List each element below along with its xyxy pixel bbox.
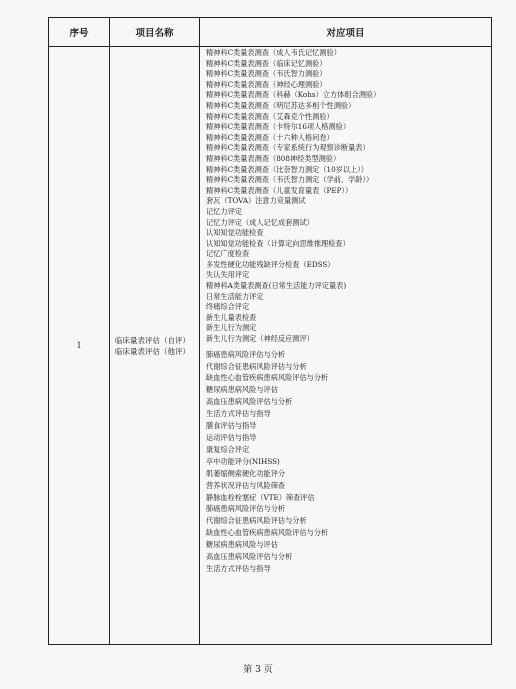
item-entry: 新生儿量表检查 [206,312,257,322]
item-entry: 生活方式评估与指导 [206,409,271,419]
item-entry: 代谢综合征患病风险评估与分析 [206,361,307,371]
item-entry: 精神科C类量表测查（卡特尔16项人格测验） [206,122,351,132]
item-entry: 精神科C类量表测查（比奈智力测定（10岁以上）） [206,164,368,174]
item-entry: 缺血性心血管疾病患病风险评估与分析 [206,373,329,383]
item-entry: 肌萎缩侧索硬化功能评分 [206,468,286,478]
item-entry: 日常生活能力评定 [206,291,264,301]
header-seq: 序号 [49,18,110,47]
page-number: 第 3 页 [243,665,273,675]
item-entry: 肺癌患病风险评估与分析 [206,349,286,359]
item-entry: 静脉血栓栓塞症（VTE）筛查评估 [206,492,315,502]
item-entry: 认知知觉功能检查 [206,228,264,238]
table-header-row [49,18,492,47]
item-entry: 糖尿病患病风险与评估 [206,385,278,395]
item-entry: 记忆力评定（成人记忆成套测试） [206,217,314,227]
item-entry: 糖尿病患病风险与评估 [206,540,278,550]
row-corresponding-items [200,47,492,645]
items-group-1 [206,48,491,345]
item-entry: 精神科C类量表测查（十六种人格问卷） [206,132,334,142]
item-entry: 代谢综合征患病风险评估与分析 [206,516,307,526]
header-project-name: 项目名称 [110,18,200,47]
table-row [49,47,492,645]
item-entry: 精神科C类量表测查（明尼苏达多相个性测验） [206,100,356,110]
item-entry: 生活方式评估与指导 [206,563,271,573]
item-entry: 高血压患病风险评估与分析 [206,552,293,562]
row-project-name [110,47,200,645]
item-entry: 精神科C类量表测查（科赫（Kohs）立方体组合测验） [206,90,381,100]
item-entry: 精神科C类量表测查（成人韦氏记忆测验） [206,48,341,57]
item-entry: 记忆广度检查 [206,249,250,259]
item-entry: 精神科C类量表测查（808神经类型测验） [206,153,341,163]
item-entry: 卒中功能评分(NIHSS) [206,456,280,466]
item-entry: 高血压患病风险评估与分析 [206,397,293,407]
header-corresponding-items: 对应项目 [200,18,492,47]
item-entry: 膳食评估与指导 [206,421,257,431]
item-entry: 记忆力评定 [206,206,242,216]
project-table [48,17,492,645]
item-entry: 精神科C类量表测查（艾森克个性测验） [206,111,334,121]
item-entry: 终痛综合评定 [206,302,250,312]
item-entry: 运动评估与指导 [206,432,257,442]
project-name-line: 临床量表评估（他评） [115,346,190,356]
project-name-line: 临床量表评估（自评） [115,335,190,345]
item-entry: 新生儿行为测定（神经反应测评） [206,334,314,344]
items-group-2 [206,349,491,575]
item-entry: 精神科C类量表测查（韦氏智力测验） [206,69,327,79]
item-entry: 套瓦（TOVA）注意力竞量测试 [206,196,306,206]
item-entry: 缺血性心血管疾病患病风险评估与分析 [206,528,329,538]
item-entry: 精神科C类量表测查（儿童发育量表（PEP）） [206,185,353,195]
item-entry: 多发性硬化功能残缺评分检查（EDSS） [206,259,335,269]
item-entry: 精神科C类量表测查（韦氏智力测定（学前、学龄）） [206,175,374,185]
item-entry: 精神科A类量表测查(日常生活能力评定量表) [206,281,347,291]
item-entry: 失认失用评定 [206,270,250,280]
item-entry: 精神科C类量表测查（专家系统行为观察诊断量表） [206,143,370,153]
item-entry: 康复综合评定 [206,444,250,454]
item-entry: 认知知觉功能检查（计算定向思维推理检查） [206,238,350,248]
item-entry: 新生儿行为测定 [206,323,257,333]
item-entry: 精神科C类量表测查（临床记忆测验） [206,58,327,68]
item-entry: 肺癌患病风险评估与分析 [206,504,286,514]
item-entry: 精神科C类量表测查（神经心理测验） [206,79,327,89]
row-seq: 1 [49,47,110,645]
item-entry: 营养状况评估与风险筛查 [206,480,286,490]
